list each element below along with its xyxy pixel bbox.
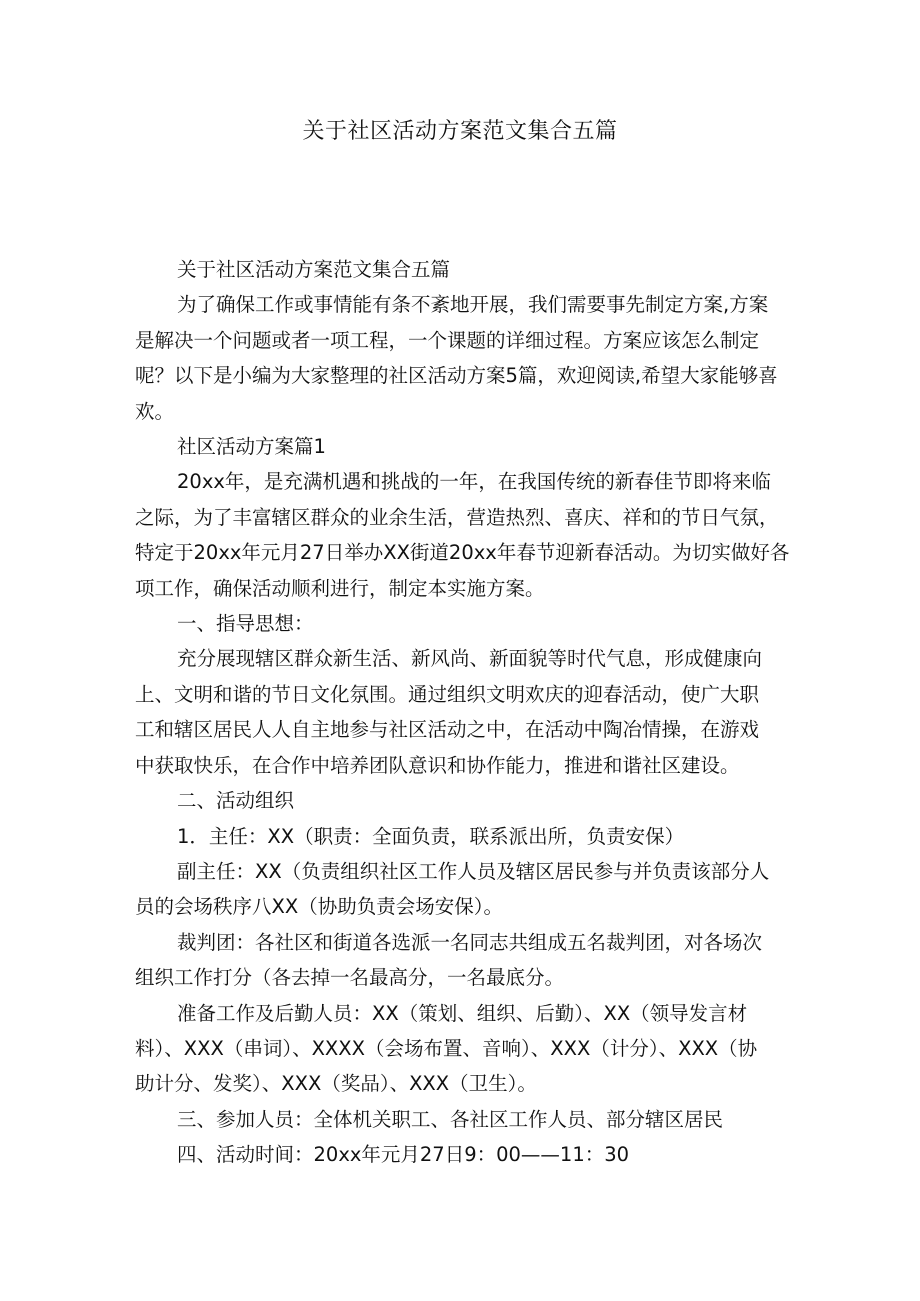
list-item: 裁判团：各社区和街道各选派一名同志共组成五名裁判团，对各场次 (177, 930, 763, 954)
paragraph-line: 之际，为了丰富辖区群众的业余生活，营造热烈、喜庆、祥和的节日气氛， (135, 505, 779, 529)
intro-line: 为了确保工作或事情能有条不紊地开展，我们需要事先制定方案,方案 (177, 293, 769, 317)
subheading: 一、指导思想： (177, 612, 314, 636)
subheading: 四、活动时间：20xx年元月27日9：00——11：30 (177, 1143, 630, 1167)
paragraph-line: 项工作，确保活动顺利进行，制定本实施方案。 (135, 576, 545, 600)
section-heading: 社区活动方案篇1 (177, 435, 326, 459)
document-subtitle: 关于社区活动方案范文集合五篇 (177, 258, 451, 281)
document-body (135, 252, 790, 1173)
paragraph-line: 特定于20xx年元月27日举办XX街道20xx年春节迎新春活动。为切实做好各 (135, 541, 790, 565)
list-item: 员的会场秩序八XX（协助负责会场安保）。 (135, 895, 503, 919)
list-item: 料）、XXX（串词）、XXXX（会场布置、音响）、XXX（计分）、XXX（协 (135, 1036, 758, 1060)
subheading: 二、活动组织 (177, 789, 295, 813)
paragraph-line: 充分展现辖区群众新生活、新风尚、新面貌等时代气息，形成健康向 (177, 647, 763, 671)
intro-line: 欢。 (135, 399, 175, 423)
paragraph-line: 中获取快乐，在合作中培养团队意识和协作能力，推进和谐社区建设。 (135, 753, 740, 777)
intro-line: 是解决一个问题或者一项工程，一个课题的详细过程。方案应该怎么制定 (135, 328, 760, 352)
intro-line: 呢？以下是小编为大家整理的社区活动方案5篇，欢迎阅读,希望大家能够喜 (135, 364, 778, 388)
list-item: 准备工作及后勤人员：XX（策划、组织、后勤）、XX（领导发言材 (177, 1001, 748, 1025)
list-item: 1．主任：XX（职责：全面负责，联系派出所，负责安保） (177, 824, 685, 848)
list-item: 副主任：XX（负责组织社区工作人员及辖区居民参与并负责该部分人 (177, 859, 770, 883)
subheading: 三、参加人员：全体机关职工、各社区工作人员、部分辖区居民 (177, 1107, 724, 1131)
paragraph-line: 上、文明和谐的节日文化氛围。通过组织文明欢庆的迎春活动，使广大职 (135, 682, 760, 706)
paragraph-line: 20xx年，是充满机遇和挑战的一年，在我国传统的新春佳节即将来临 (177, 470, 771, 494)
list-item: 组织工作打分（各去掉一名最高分，一名最底分。 (135, 966, 565, 990)
list-item: 助计分、发奖）、XXX（奖品）、XXX（卫生）。 (135, 1072, 537, 1096)
document-title: 关于社区活动方案范文集合五篇 (302, 119, 618, 144)
paragraph-line: 工和辖区居民人人自主地参与社区活动之中，在活动中陶冶情操，在游戏 (135, 718, 760, 742)
